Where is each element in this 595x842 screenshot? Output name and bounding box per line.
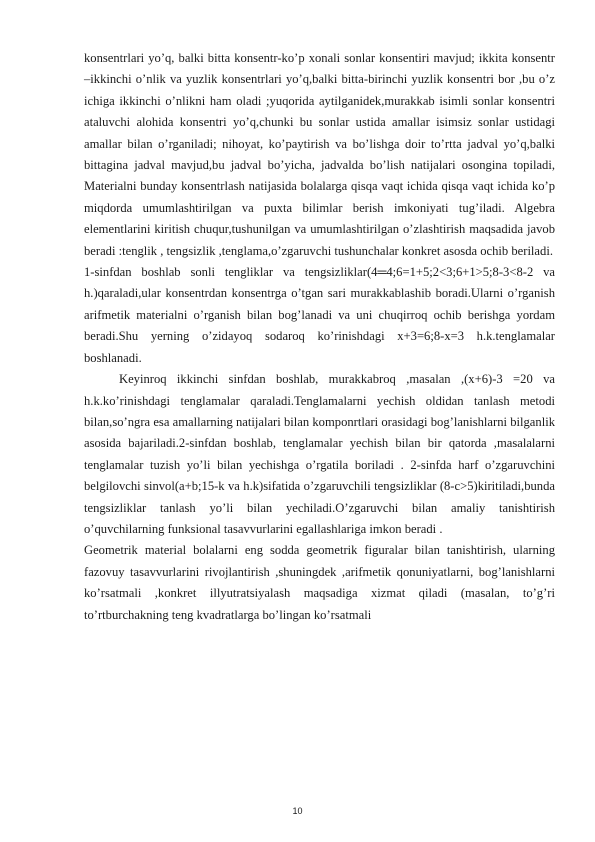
page-number: 10 [292, 806, 303, 816]
paragraph-geometry: Geometrik material bolalarni eng sodda geometrik figuralar bilan tanishtirish, ularning fazovuy tasavvurlarini rivojlantirish ,shuningdek ,arifmetik qonuniyatlarni, bog’lanishlarni ko’rsatmali ,konkret illyutratsiyalash maqsadiga xizmat qiladi (masalan, to’g’ri to’rtburchakning teng kvadratlarga bo’lingan ko’rsatmali [84, 543, 555, 622]
paragraph-equalities: 1-sinfdan boshlab sonli tengliklar va tengsizliklar(4═4;6=1+5;2<3;6+1>5;8-3<8-2 va h.)qaraladi,ular konsentrdan konsentrga o’tgan sari murakkablashib boradi.Ularni o’rganish arifmetik materialni o’rganish bilan bog’lanadi va uni chuqirroq ochib berishga yordam beradi.Shu yerning o’zidayoq sodaroq ko’rinishdagi x+3=6;8-x=3 h.k.tenglamalar boshlanadi. [84, 265, 555, 365]
body-text [84, 48, 555, 626]
paragraph-equations: Keyinroq ikkinchi sinfdan boshlab, murakkabroq ,masalan ,(x+6)-3 =20 va h.k.ko’rinishdagi tenglamalar qaraladi.Tenglamalarni yechish oldidan tanlash metodi bilan,so’ngra esa amallarning natijalari bilan komponrtlari orasidagi bog’lanishlarni bilganlik asosida bajariladi.2-sinfdan boshlab, tenglamalar yechish bilan bir qatorda ,masalalarni tenglamalar tuzish yo’li bilan yechishga o’rgatila boriladi . 2-sinfda harf o’zgaruvchini belgilovchi sinvol(a+b;15-k va h.k)sifatida o’zgaruvchili tengsizliklar (8-c>5)kiritiladi,bunda tengsizliklar tanlash yo’li bilan yechiladi.O’zgaruvchi bilan amaliy tanishtirish o’quvchilarning funksional tasavvurlarini egallashlariga imkon beradi . [84, 372, 555, 536]
paragraph-concentrs: konsentrlari yo’q, balki bitta konsentr-ko’p xonali sonlar konsentiri mavjud; ikkita konsentr –ikkinchi o’nlik va yuzlik konsentrlari yo’q,balki bitta-birinchi yuzlik konsentri bor ,bu o’z ichiga ikkinchi o’nlikni ham oladi ;yuqorida aytilganidek,murakkab isimli sonlar konsentri ataluvchi alohida konsentri yo’q,chunki bu sonlar ustida amallar isimsiz sonlar ustidagi amallar bilan o’rganiladi; nihoyat, ko’paytirish va bo’lishga doir to’rtta jadval yo’q,balki bittagina jadval mavjud,bu jadval bo’yicha, jadvalda bo’lish natijalari osongina topiladi, Materialni bunday konsentrlash natijasida bolalarga qisqa vaqt ichida qisqa vaqt ichida ko’p miqdorda umumlashtirilgan va puxta bilimlar berish imkoniyati tug’iladi. Algebra elementlarini kiritish chuqur,tushunilgan va umumlashtirilgan o’zlashtirish maqsadida javob beradi :tenglik , tengsizlik ,tenglama,o’zgaruvchi tushunchalar konkret asosda ochib beriladi. [84, 51, 555, 258]
